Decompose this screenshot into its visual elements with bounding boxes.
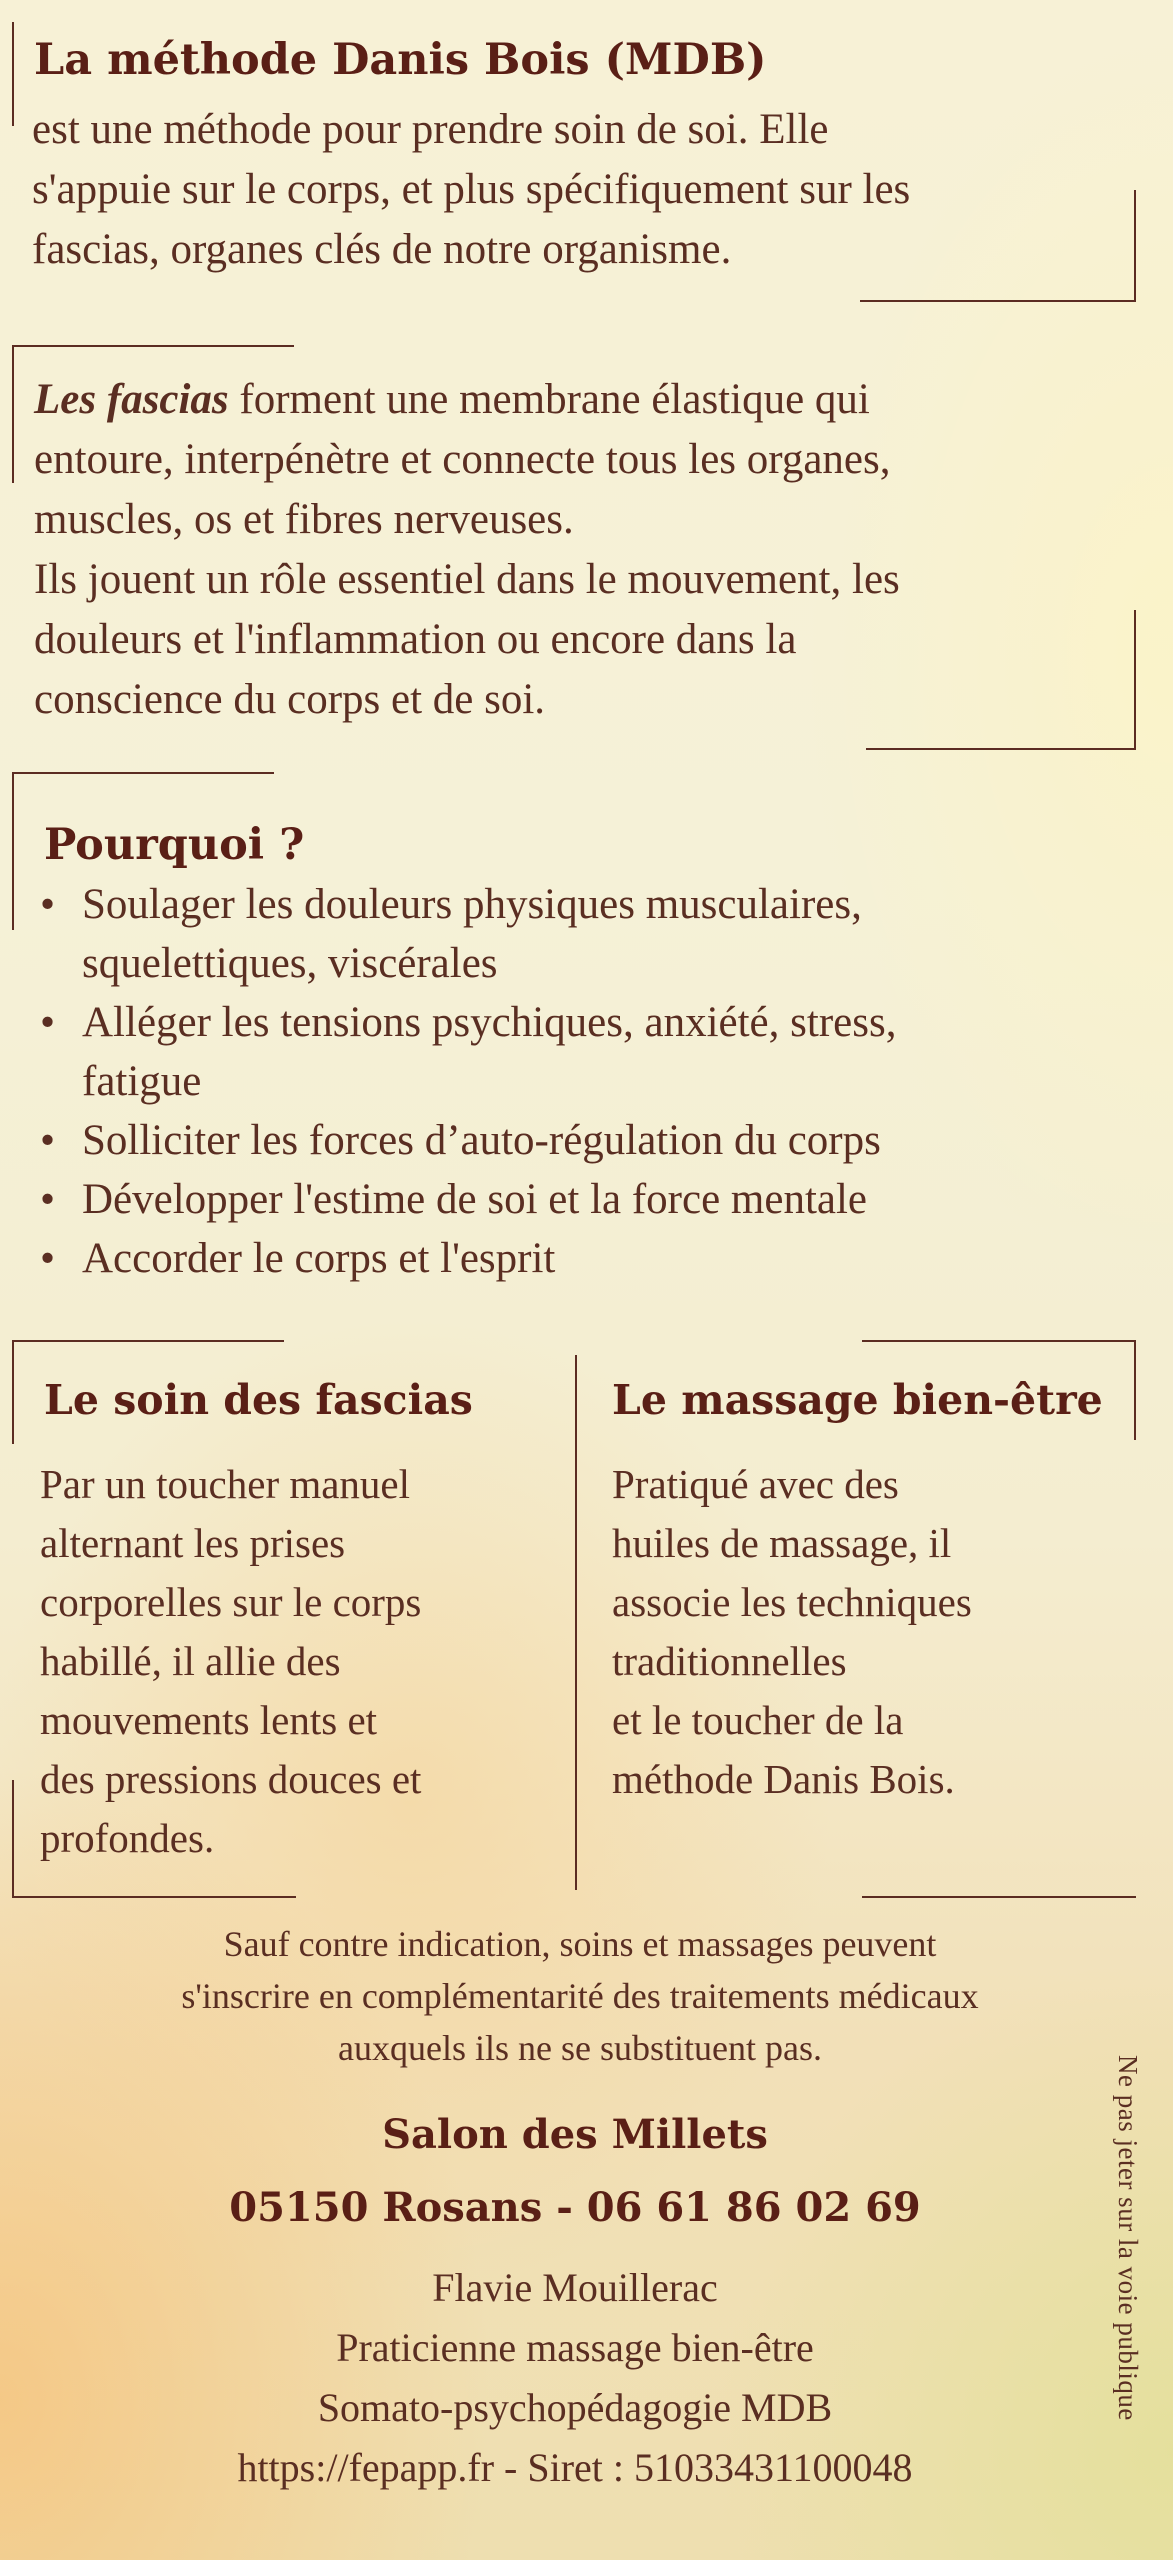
left-col-line-1: Par un toucher manuel	[40, 1461, 411, 1507]
frame-bottom-right-col	[862, 1896, 1136, 1898]
fascias-term: Les fascias	[34, 376, 229, 423]
disclaimer-line-3: auxquels ils ne se substituent pas.	[338, 2028, 822, 2068]
list-item	[34, 875, 896, 993]
disclaimer-line-1: Sauf contre indication, soins et massages peuvent	[223, 1924, 937, 1964]
frame-right-intro	[1134, 190, 1136, 300]
bullet-icon: •	[40, 1117, 56, 1164]
website-siret: https://fepapp.fr - Siret : 51033431100048	[237, 2445, 913, 2490]
list-item-line-1: Accorder le corps et l'esprit	[82, 1235, 556, 1282]
left-col-line-3: corporelles sur le corps	[40, 1579, 422, 1625]
intro-line-1: est une méthode pour prendre soin de soi. Elle	[32, 106, 829, 153]
frame-right-fascias	[1134, 610, 1136, 750]
left-col-line-7: profondes.	[40, 1815, 215, 1861]
right-col-line-5: et le toucher de la	[612, 1697, 904, 1743]
intro-line-2: s'appuie sur le corps, et plus spécifiquement sur les	[32, 166, 911, 213]
right-column-text	[612, 1455, 972, 1809]
address-phone: 05150 Rosans - 06 61 86 02 69	[229, 2184, 921, 2231]
list-item	[34, 1170, 896, 1229]
frame-top-right-col	[862, 1340, 1136, 1342]
fascias-line-1-rest: forment une membrane élastique qui	[228, 376, 870, 423]
list-item	[34, 1111, 896, 1170]
fascias-paragraph	[34, 370, 900, 730]
frame-left-fascias	[12, 345, 14, 483]
list-item-line-1: Soulager les douleurs physiques musculaires,	[82, 881, 862, 928]
practitioner-role-1: Praticienne massage bien-être	[336, 2325, 814, 2370]
frame-top-left-col	[12, 1340, 284, 1342]
list-item-line-1: Alléger les tensions psychiques, anxiété, stress,	[82, 999, 897, 1046]
frame-bottom-intro	[860, 300, 1136, 302]
left-col-line-2: alternant les prises	[40, 1520, 346, 1566]
right-col-line-6: méthode Danis Bois.	[612, 1756, 955, 1802]
fascias-line-5: douleurs et l'inflammation ou encore dans la	[34, 616, 797, 663]
frame-bottom-left-col	[12, 1896, 296, 1898]
intro-line-3: fascias, organes clés de notre organisme.	[32, 226, 732, 273]
fascias-line-1	[34, 370, 900, 430]
frame-bottom-fascias	[866, 748, 1136, 750]
venue-name: Salon des Millets	[382, 2111, 768, 2158]
practitioner-name: Flavie Mouillerac	[432, 2265, 718, 2310]
side-note: Ne pas jeter sur la voie publique	[1113, 2055, 1143, 2421]
frame-left-left-col	[12, 1340, 14, 1444]
right-col-line-2: huiles de massage, il	[612, 1520, 952, 1566]
bullet-icon: •	[40, 881, 56, 928]
list-item	[34, 993, 896, 1111]
column-divider	[575, 1355, 577, 1890]
frame-left-pourquoi	[12, 772, 14, 930]
list-item-line-1: Développer l'estime de soi et la force mentale	[82, 1176, 868, 1223]
pourquoi-title: Pourquoi ?	[44, 820, 305, 870]
fascias-line-4: Ils jouent un rôle essentiel dans le mouvement, les	[34, 556, 900, 603]
intro-paragraph	[32, 100, 910, 280]
right-column-title: Le massage bien-être	[612, 1376, 1103, 1424]
frame-left-col-bottom-edge	[12, 1780, 14, 1898]
practitioner-role-2: Somato-psychopédagogie MDB	[317, 2385, 833, 2430]
left-column-title: Le soin des fascias	[44, 1376, 473, 1424]
bullet-icon: •	[40, 1176, 56, 1223]
intro-title: La méthode Danis Bois (MDB)	[34, 35, 767, 85]
bullet-icon: •	[40, 999, 56, 1046]
contact-details	[0, 2258, 1150, 2498]
frame-left-intro	[12, 22, 14, 126]
left-column-text	[40, 1455, 421, 1868]
right-col-line-3: associe les techniques	[612, 1579, 972, 1625]
left-col-line-6: des pressions douces et	[40, 1756, 422, 1802]
right-col-line-4: traditionnelles	[612, 1638, 847, 1684]
disclaimer	[0, 1918, 1160, 2074]
left-col-line-5: mouvements lents et	[40, 1697, 378, 1743]
fascias-line-3: muscles, os et fibres nerveuses.	[34, 496, 574, 543]
list-item-line-2: fatigue	[82, 1058, 202, 1105]
frame-top-pourquoi	[12, 772, 274, 774]
frame-right-right-col	[1134, 1340, 1136, 1440]
list-item	[34, 1229, 896, 1288]
fascias-line-6: conscience du corps et de soi.	[34, 676, 546, 723]
list-item-line-2: squelettiques, viscérales	[82, 940, 498, 987]
disclaimer-line-2: s'inscrire en complémentarité des traitements médicaux	[181, 1976, 979, 2016]
pourquoi-list	[34, 875, 896, 1288]
fascias-line-2: entoure, interpénètre et connecte tous les organes,	[34, 436, 891, 483]
bullet-icon: •	[40, 1235, 56, 1282]
pourquoi-bullets	[34, 875, 896, 1288]
list-item-line-1: Solliciter les forces d’auto-régulation du corps	[82, 1117, 881, 1164]
frame-top-fascias	[12, 345, 294, 347]
left-col-line-4: habillé, il allie des	[40, 1638, 341, 1684]
right-col-line-1: Pratiqué avec des	[612, 1461, 899, 1507]
